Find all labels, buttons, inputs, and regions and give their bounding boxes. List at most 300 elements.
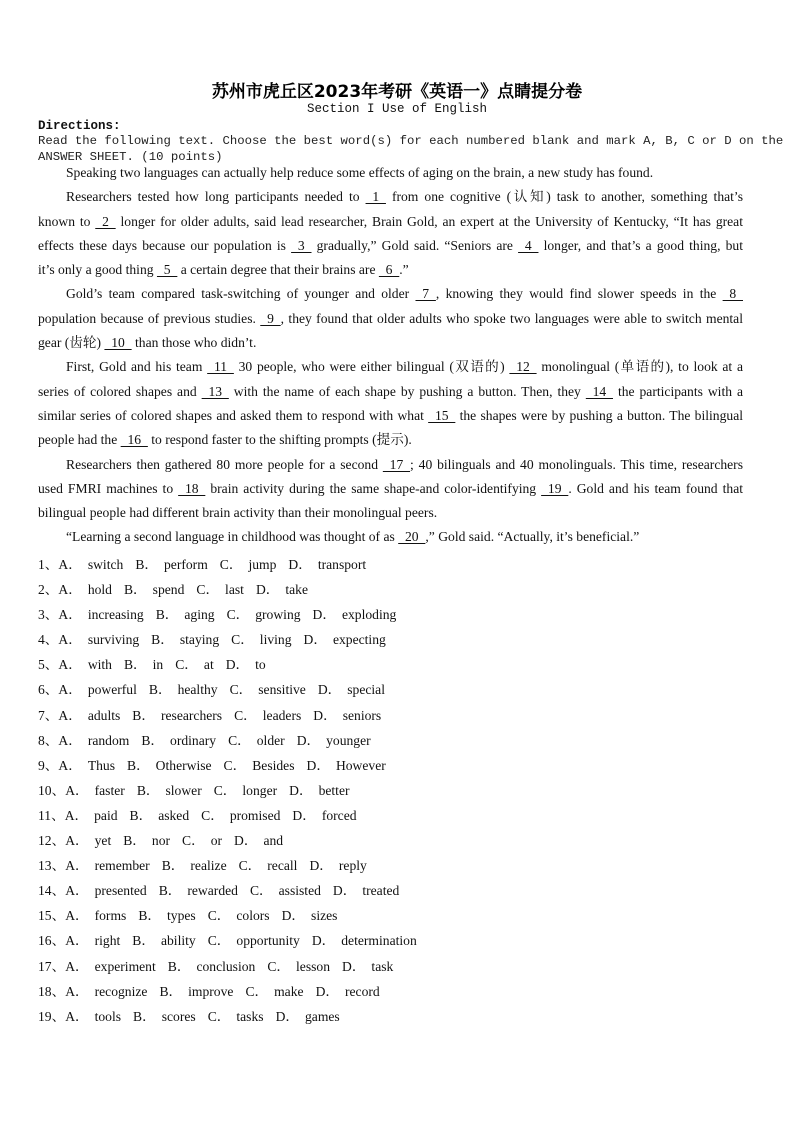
choice-letter: A．: [65, 858, 89, 874]
answer-choice: [288, 555, 366, 575]
answer-choice: [65, 831, 111, 851]
answer-choice: [309, 856, 366, 876]
question-number: 4、: [38, 632, 59, 648]
passage-line: [38, 455, 743, 479]
choice-letter: D．: [281, 908, 306, 924]
passage-line: [38, 406, 743, 430]
passage-line: [38, 357, 743, 381]
choice-text: exploding: [341, 607, 397, 623]
choice-letter: C．: [201, 807, 224, 823]
passage-text: . Gold and his team found that: [568, 480, 743, 496]
answer-choice: [156, 605, 215, 625]
numbered-blank: 8: [722, 286, 743, 302]
question-row: [38, 756, 429, 781]
passage-line: [38, 430, 743, 454]
answer-choice: [130, 806, 190, 826]
choice-letter: C．: [229, 682, 253, 698]
choice-letter: C．: [182, 833, 205, 849]
question-number: 9、: [38, 757, 59, 773]
choice-letter: C．: [219, 557, 243, 572]
passage-text: than those who didn’t.: [131, 335, 257, 351]
passage-text: First, Gold and his team: [66, 359, 208, 375]
answer-choice: [231, 630, 291, 650]
passage-text: bilingual people had different brain activity than their monolingual peers.: [38, 505, 438, 521]
question-number: 11、: [38, 807, 65, 823]
choice-text: slower: [165, 782, 202, 798]
answer-choice: [124, 580, 184, 600]
choice-letter: B．: [138, 908, 161, 924]
choice-text: jump: [248, 557, 277, 572]
numbered-blank: 1: [365, 189, 386, 205]
answer-choice: [239, 856, 298, 876]
answer-choice: [65, 806, 118, 826]
choice-letter: B．: [148, 682, 172, 698]
choice-letter: A．: [65, 908, 89, 924]
choice-text: older: [256, 732, 285, 748]
choice-text: colors: [236, 908, 270, 924]
answer-choice: [162, 856, 227, 876]
choice-text: games: [304, 1008, 340, 1024]
answer-choice: [220, 555, 277, 575]
choice-letter: D．: [296, 732, 321, 748]
question-row: [38, 982, 429, 1007]
choice-letter: A．: [58, 657, 82, 673]
answer-choice: [312, 931, 417, 951]
choice-text: sizes: [311, 908, 338, 924]
question-number: 15、: [38, 908, 66, 924]
passage-text: ,” Gold said. “Actually, it’s beneficial.”: [425, 529, 640, 545]
passage-line: [38, 284, 743, 308]
choice-text: presented: [94, 883, 147, 899]
answer-choice: [127, 756, 212, 776]
passage-text: Researchers tested how long participants needed to: [66, 189, 366, 205]
answer-choice: [138, 906, 195, 926]
answer-choice: [123, 831, 170, 851]
answer-choice: [226, 655, 266, 675]
answer-choice: [208, 906, 270, 926]
answer-choice: [65, 906, 126, 926]
numbered-blank: 6: [378, 262, 400, 278]
choice-letter: C．: [267, 958, 291, 974]
question-row: [38, 655, 429, 680]
choice-text: faster: [94, 782, 125, 798]
choice-text: Otherwise: [155, 757, 212, 773]
choice-text: transport: [317, 557, 367, 572]
passage-line: [38, 212, 743, 236]
choice-text: tasks: [236, 1008, 264, 1024]
answer-choice: [230, 680, 306, 700]
choice-text: realize: [190, 858, 227, 874]
choice-letter: A．: [65, 883, 89, 899]
choice-letter: C．: [228, 732, 251, 748]
question-number: 8、: [38, 732, 59, 748]
passage-text: longer, and that’s a good thing, but: [538, 237, 743, 253]
answer-choice: [289, 781, 349, 801]
answer-choice: [234, 831, 283, 851]
choice-letter: B．: [127, 757, 150, 773]
choice-text: record: [344, 983, 380, 999]
choice-letter: D．: [312, 607, 336, 623]
passage-line: [38, 260, 743, 284]
choice-letter: A．: [58, 682, 82, 698]
question-row: [38, 680, 429, 705]
choice-text: longer: [242, 782, 278, 798]
choice-letter: D．: [309, 858, 333, 874]
choice-text: remember: [94, 858, 150, 874]
choice-text: special: [347, 682, 385, 698]
choice-letter: D．: [255, 582, 280, 598]
choice-letter: C．: [238, 858, 262, 874]
numbered-blank: 4: [518, 237, 539, 253]
choice-text: paid: [94, 807, 118, 823]
answer-choice: [282, 906, 338, 926]
choice-letter: A．: [58, 607, 82, 623]
numbered-blank: 7: [415, 286, 436, 302]
choice-text: at: [203, 657, 214, 673]
answer-choice: [304, 630, 386, 650]
choice-text: nor: [151, 833, 171, 849]
question-number: 12、: [38, 833, 66, 849]
answer-choice: [65, 881, 147, 901]
answer-choice: [133, 1007, 196, 1027]
choice-text: tools: [94, 1008, 122, 1024]
answer-choice: [267, 957, 330, 977]
choice-text: and: [263, 833, 284, 849]
choice-letter: B．: [132, 707, 155, 723]
passage-text: , they found that older adults who spoke two languages were able to switch mental: [280, 310, 743, 326]
passage-text: Gold’s team compared task-switching of younger and older: [66, 286, 416, 302]
passage-text: monolingual (单语的), to look at a: [536, 359, 743, 375]
choice-text: powerful: [87, 682, 137, 698]
choice-text: in: [152, 657, 164, 673]
choice-text: improve: [188, 983, 234, 999]
answer-choice: [234, 706, 301, 726]
numbered-blank: 19: [541, 480, 569, 496]
numbered-blank: 9: [260, 310, 281, 326]
question-number: 16、: [38, 933, 66, 949]
passage-line: [38, 236, 743, 260]
passage-text: from one cognitive (认知) task to another, something that’s: [385, 189, 743, 205]
answer-choice: [175, 655, 213, 675]
choice-text: recognize: [94, 983, 148, 999]
answer-choice: [227, 605, 301, 625]
choice-text: adults: [87, 707, 121, 723]
question-row: [38, 806, 429, 831]
choice-text: assisted: [278, 883, 321, 899]
question-row: [38, 957, 429, 982]
choice-text: seniors: [342, 707, 382, 723]
choice-letter: C．: [245, 983, 269, 999]
passage-line: [38, 333, 743, 357]
passage-text: a certain degree that their brains are: [177, 262, 379, 278]
choice-letter: B．: [155, 607, 179, 623]
answer-choice: [132, 706, 222, 726]
choice-text: promised: [229, 807, 281, 823]
answer-choice: [159, 982, 233, 1002]
answer-choice: [342, 957, 393, 977]
choice-letter: D．: [306, 757, 330, 773]
choice-letter: B．: [151, 632, 174, 648]
numbered-blank: 10: [104, 335, 132, 351]
choice-letter: C．: [231, 632, 254, 648]
choice-text: perform: [163, 557, 208, 572]
choice-letter: B．: [158, 883, 182, 899]
choice-letter: C．: [207, 1008, 231, 1024]
choice-text: expecting: [332, 632, 386, 648]
numbered-blank: 11: [207, 359, 234, 375]
passage-text: .”: [399, 262, 409, 278]
choice-text: forced: [321, 807, 357, 823]
choice-letter: A．: [58, 757, 82, 773]
choice-letter: B．: [135, 557, 158, 572]
answer-choice: [313, 706, 381, 726]
answer-choice: [276, 1007, 340, 1027]
numbered-blank: 5: [156, 262, 178, 278]
answer-choice: [313, 605, 397, 625]
choice-text: spend: [152, 582, 185, 598]
answer-choice: [250, 881, 321, 901]
answer-choice: [256, 580, 308, 600]
question-number: 3、: [38, 607, 59, 623]
choice-letter: A．: [58, 582, 82, 598]
passage-text: people had the: [38, 432, 121, 448]
numbered-blank: 20: [398, 529, 426, 545]
passage-line: [38, 479, 743, 503]
choice-text: take: [285, 582, 309, 598]
choice-text: lesson: [296, 958, 330, 974]
choice-letter: D．: [332, 883, 357, 899]
choice-letter: A．: [65, 983, 89, 999]
answer-choice: [141, 731, 216, 751]
choice-letter: D．: [225, 657, 250, 673]
choice-text: switch: [87, 557, 124, 572]
choice-letter: B．: [123, 833, 146, 849]
choice-text: staying: [179, 632, 220, 648]
choice-text: task: [371, 958, 394, 974]
page-title: 苏州市虎丘区2023年考研《英语一》点睛提分卷: [211, 82, 583, 102]
choice-letter: D．: [292, 807, 316, 823]
passage-line: [38, 503, 743, 527]
choice-letter: C．: [207, 908, 231, 924]
passage-line: [38, 309, 743, 333]
choice-text: experiment: [94, 958, 156, 974]
question-row: [38, 605, 429, 630]
directions-heading: Directions:: [38, 119, 121, 133]
choice-text: better: [318, 782, 350, 798]
choice-text: with: [87, 657, 112, 673]
choice-letter: C．: [249, 883, 273, 899]
question-row: [38, 630, 429, 655]
passage-text: Speaking two languages can actually help reduce some effects of aging on the brain, a new study has found.: [66, 165, 654, 180]
answer-choice: [333, 881, 399, 901]
choice-text: forms: [94, 908, 127, 924]
answer-choice: [65, 957, 156, 977]
choice-letter: B．: [161, 858, 185, 874]
choice-text: recall: [267, 858, 298, 874]
choice-text: asked: [158, 807, 190, 823]
answer-choice: [58, 630, 139, 650]
passage-text: known to: [38, 213, 96, 229]
choice-letter: D．: [313, 707, 337, 723]
answer-choice: [137, 781, 202, 801]
choice-letter: A．: [65, 933, 89, 949]
question-row: [38, 931, 429, 956]
answer-choice: [208, 1007, 264, 1027]
choice-text: increasing: [87, 607, 144, 623]
choice-letter: D．: [311, 933, 336, 949]
choice-text: treated: [362, 883, 400, 899]
question-number: 10、: [38, 782, 66, 798]
choice-letter: C．: [223, 757, 247, 773]
choice-letter: B．: [136, 782, 160, 798]
answer-choice: [58, 580, 112, 600]
question-number: 17、: [38, 958, 66, 974]
answer-choice: [132, 931, 195, 951]
choice-text: to: [255, 657, 266, 673]
answer-choice: [318, 680, 385, 700]
choice-letter: D．: [234, 833, 258, 849]
passage-text: the shapes were by pushing a button. The bilingual: [455, 407, 743, 423]
choice-letter: A．: [58, 557, 82, 572]
choice-letter: A．: [65, 1008, 89, 1024]
numbered-blank: 13: [201, 383, 229, 399]
passage-text: gradually,” Gold said. “Seniors are: [311, 237, 519, 253]
question-number: 5、: [38, 657, 59, 673]
passage-text: longer for older adults, said lead researcher, Brain Gold, an expert at the University of Kentucky, “It has great: [115, 213, 743, 229]
choice-text: types: [167, 908, 196, 924]
numbered-blank: 15: [428, 407, 456, 423]
choice-text: or: [210, 833, 223, 849]
question-row: [38, 1007, 429, 1032]
choice-text: Besides: [252, 757, 295, 773]
choice-text: surviving: [87, 632, 140, 648]
passage-line: [38, 527, 743, 551]
passage-line: [38, 382, 743, 406]
choice-letter: B．: [129, 807, 153, 823]
choice-letter: D．: [315, 983, 339, 999]
choice-letter: B．: [133, 1008, 156, 1024]
answer-choice: [228, 731, 285, 751]
choice-text: However: [335, 757, 386, 773]
choice-letter: C．: [213, 782, 237, 798]
passage-line: [38, 163, 743, 187]
passage-text: it’s only a good thing: [38, 262, 157, 278]
choice-text: make: [274, 983, 304, 999]
question-row: [38, 831, 429, 856]
choice-letter: C．: [175, 657, 198, 673]
choice-text: reply: [338, 858, 367, 874]
answer-choice: [124, 655, 163, 675]
answer-choice: [65, 1007, 121, 1027]
choice-letter: B．: [132, 933, 155, 949]
question-row: [38, 580, 429, 605]
question-row: [38, 906, 429, 931]
passage-text: Researchers then gathered 80 more people for a second: [66, 456, 383, 472]
choice-letter: C．: [226, 607, 250, 623]
directions-line: ANSWER SHEET. (10 points): [38, 149, 223, 164]
question-row: [38, 731, 429, 756]
answer-choice: [316, 982, 380, 1002]
choice-text: hold: [87, 582, 112, 598]
choice-letter: A．: [64, 807, 89, 823]
choice-text: aging: [184, 607, 215, 623]
cloze-passage: [38, 163, 743, 552]
answer-choice: [151, 630, 219, 650]
choice-letter: B．: [159, 983, 183, 999]
choice-text: sensitive: [258, 682, 306, 698]
choice-letter: A．: [65, 833, 89, 849]
choice-text: last: [225, 582, 244, 598]
numbered-blank: 12: [509, 359, 537, 375]
choice-text: ordinary: [170, 732, 217, 748]
choice-letter: B．: [167, 958, 191, 974]
numbered-blank: 14: [585, 383, 613, 399]
passage-text: similar series of colored shapes and asked them to respond with what: [38, 407, 429, 423]
choice-letter: B．: [141, 732, 165, 748]
answer-choice: [149, 680, 218, 700]
answer-choice: [208, 931, 300, 951]
passage-line: [38, 187, 743, 211]
choice-letter: C．: [196, 582, 220, 598]
question-number: 18、: [38, 983, 66, 999]
answer-choice: [65, 856, 150, 876]
choice-text: right: [94, 933, 121, 949]
answer-choice: [58, 731, 129, 751]
answer-choice: [135, 555, 207, 575]
choice-letter: A．: [65, 958, 89, 974]
question-row: [38, 706, 429, 731]
choice-letter: D．: [275, 1008, 299, 1024]
passage-text: the participants with a: [613, 383, 744, 399]
choice-letter: A．: [65, 782, 89, 798]
question-row: [38, 856, 429, 881]
choice-letter: C．: [234, 707, 257, 723]
question-row: [38, 555, 429, 580]
choice-letter: C．: [207, 933, 231, 949]
question-number: 14、: [38, 883, 66, 899]
choice-letter: D．: [317, 682, 342, 698]
section-heading: Section I Use of English: [306, 102, 488, 116]
passage-text: to respond faster to the shifting prompts (提示).: [147, 432, 412, 448]
choice-text: living: [259, 632, 292, 648]
directions-text: [38, 134, 784, 165]
answer-choice: [58, 680, 137, 700]
choice-letter: B．: [123, 582, 147, 598]
choice-text: ability: [160, 933, 196, 949]
choice-letter: A．: [58, 707, 82, 723]
answer-choice: [168, 957, 256, 977]
numbered-blank: 17: [382, 456, 411, 472]
question-number: 6、: [38, 682, 59, 698]
passage-text: with the name of each shape by pushing a button. Then, they: [228, 383, 586, 399]
question-number: 19、: [38, 1008, 66, 1024]
answer-choice: [201, 806, 280, 826]
passage-text: , knowing they would find slower speeds in the: [435, 286, 723, 302]
directions-line: Read the following text. Choose the best word(s) for each numbered blank and mark A, B, C or D on the: [38, 134, 784, 148]
question-row: [38, 781, 429, 806]
answer-choice: [58, 706, 120, 726]
answer-choice: [292, 806, 356, 826]
answer-choice: [58, 655, 112, 675]
choice-text: rewarded: [187, 883, 238, 899]
choice-letter: D．: [289, 782, 313, 798]
choice-text: younger: [326, 732, 371, 748]
answer-choice: [65, 982, 147, 1002]
passage-text: brain activity during the same shape-and color-identifying: [205, 480, 542, 496]
passage-text: ; 40 bilinguals and 40 monolinguals. This time, researchers: [410, 456, 743, 472]
numbered-blank: 16: [120, 432, 148, 448]
passage-text: population because of previous studies.: [38, 310, 261, 326]
